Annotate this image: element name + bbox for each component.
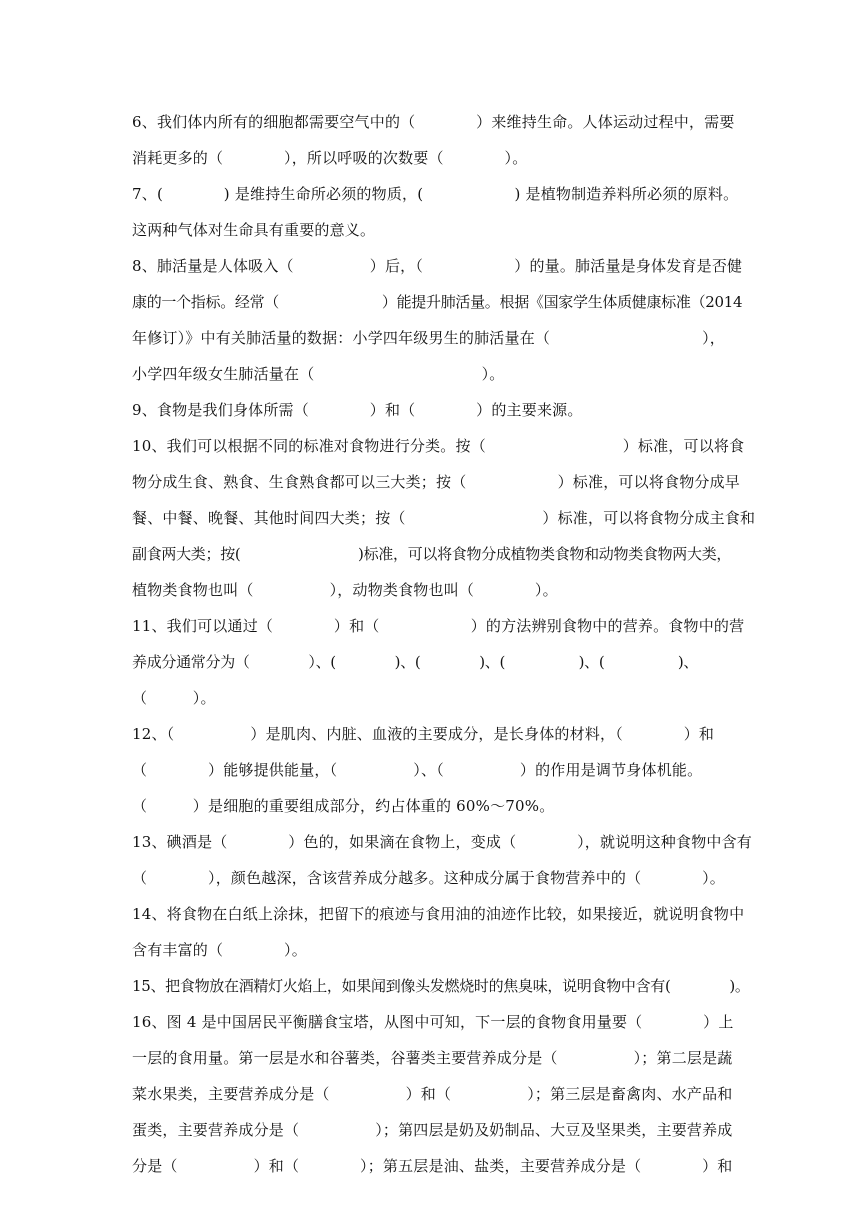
text-line: 16、图 4 是中国居民平衡膳食宝塔，从图中可知，下一层的食物食用量要（ ）上	[132, 1013, 734, 1031]
text-line: 小学四年级女生肺活量在（ ）。	[132, 365, 505, 383]
text-line: 分是（ ）和（ ）；第五层是油、盐类，主要营养成分是（ ）和	[132, 1157, 733, 1175]
text-line: （ ），颜色越深，含该营养成分越多。这种成分属于食物营养中的（ ）。	[132, 869, 726, 887]
text-line: 养成分通常分为（ ）、( )、( )、( )、( )、	[132, 653, 699, 671]
worksheet-body	[132, 104, 756, 1184]
text-line: 年修订）》中有关肺活量的数据：小学四年级男生的肺活量在（ ），	[132, 329, 726, 347]
text-line: 10、我们可以根据不同的标准对食物进行分类。按（ ）标准，可以将食	[132, 437, 745, 455]
text-line: 蛋类，主要营养成分是（ ）；第四层是奶及奶制品、大豆及坚果类，主要营养成	[132, 1121, 733, 1139]
text-line: 7、( ) 是维持生命所必须的物质，( ) 是植物制造养料所必须的原料。	[132, 185, 739, 203]
text-line: （ ）。	[132, 689, 216, 707]
text-line: 康的一个指标。经常（ ）能提升肺活量。根据《国家学生体质健康标准（2014	[132, 293, 743, 311]
text-line: 一层的食用量。第一层是水和谷薯类，谷薯类主要营养成分是（ ）；第二层是蔬	[132, 1049, 733, 1067]
text-line: 6、我们体内所有的细胞都需要空气中的（ ）来维持生命。人体运动过程中，需要	[132, 113, 735, 131]
text-line: 12、（ ）是肌肉、内脏、血液的主要成分，是长身体的材料，（ ）和	[132, 725, 715, 743]
text-line: 含有丰富的（ ）。	[132, 941, 307, 959]
text-line: 13、碘酒是（ ）色的，如果滴在食物上，变成（ ），就说明这种食物中含有	[132, 833, 752, 851]
text-line: 餐、中餐、晚餐、其他时间四大类；按（ ）标准，可以将食物分成主食和	[132, 509, 756, 527]
text-line: 9、食物是我们身体所需（ ）和（ ）的主要来源。	[132, 401, 583, 419]
text-line: 消耗更多的（ ），所以呼吸的次数要（ ）。	[132, 149, 528, 167]
text-line: 这两种气体对生命具有重要的意义。	[132, 221, 376, 239]
text-line: 副食两大类；按( )标准，可以将食物分成植物类食物和动物类食物两大类，	[132, 545, 732, 563]
text-line: 8、肺活量是人体吸入（ ）后，（ ）的量。肺活量是身体发育是否健	[132, 257, 743, 275]
text-line: 11、我们可以通过（ ）和（ ）的方法辨别食物中的营养。食物中的营	[132, 617, 745, 635]
text-line: 14、将食物在白纸上涂抹，把留下的痕迹与食用油的油迹作比较，如果接近，就说明食物中	[132, 905, 745, 923]
text-line: 物分成生食、熟食、生食熟食都可以三大类；按（ ）标准，可以将食物分成早	[132, 473, 741, 491]
text-line: （ ）是细胞的重要组成部分，约占体重的 60%～70%。	[132, 797, 555, 815]
text-line: 15、把食物放在酒精灯火焰上，如果闻到像头发燃烧时的焦臭味，说明食物中含有( )。	[132, 977, 750, 995]
text-line: 菜水果类，主要营养成分是（ ）和（ ）；第三层是畜禽肉、水产品和	[132, 1085, 733, 1103]
text-line: （ ）能够提供能量，（ ）、（ ）的作用是调节身体机能。	[132, 761, 703, 779]
text-line: 植物类食物也叫（ ），动物类食物也叫（ ）。	[132, 581, 558, 599]
